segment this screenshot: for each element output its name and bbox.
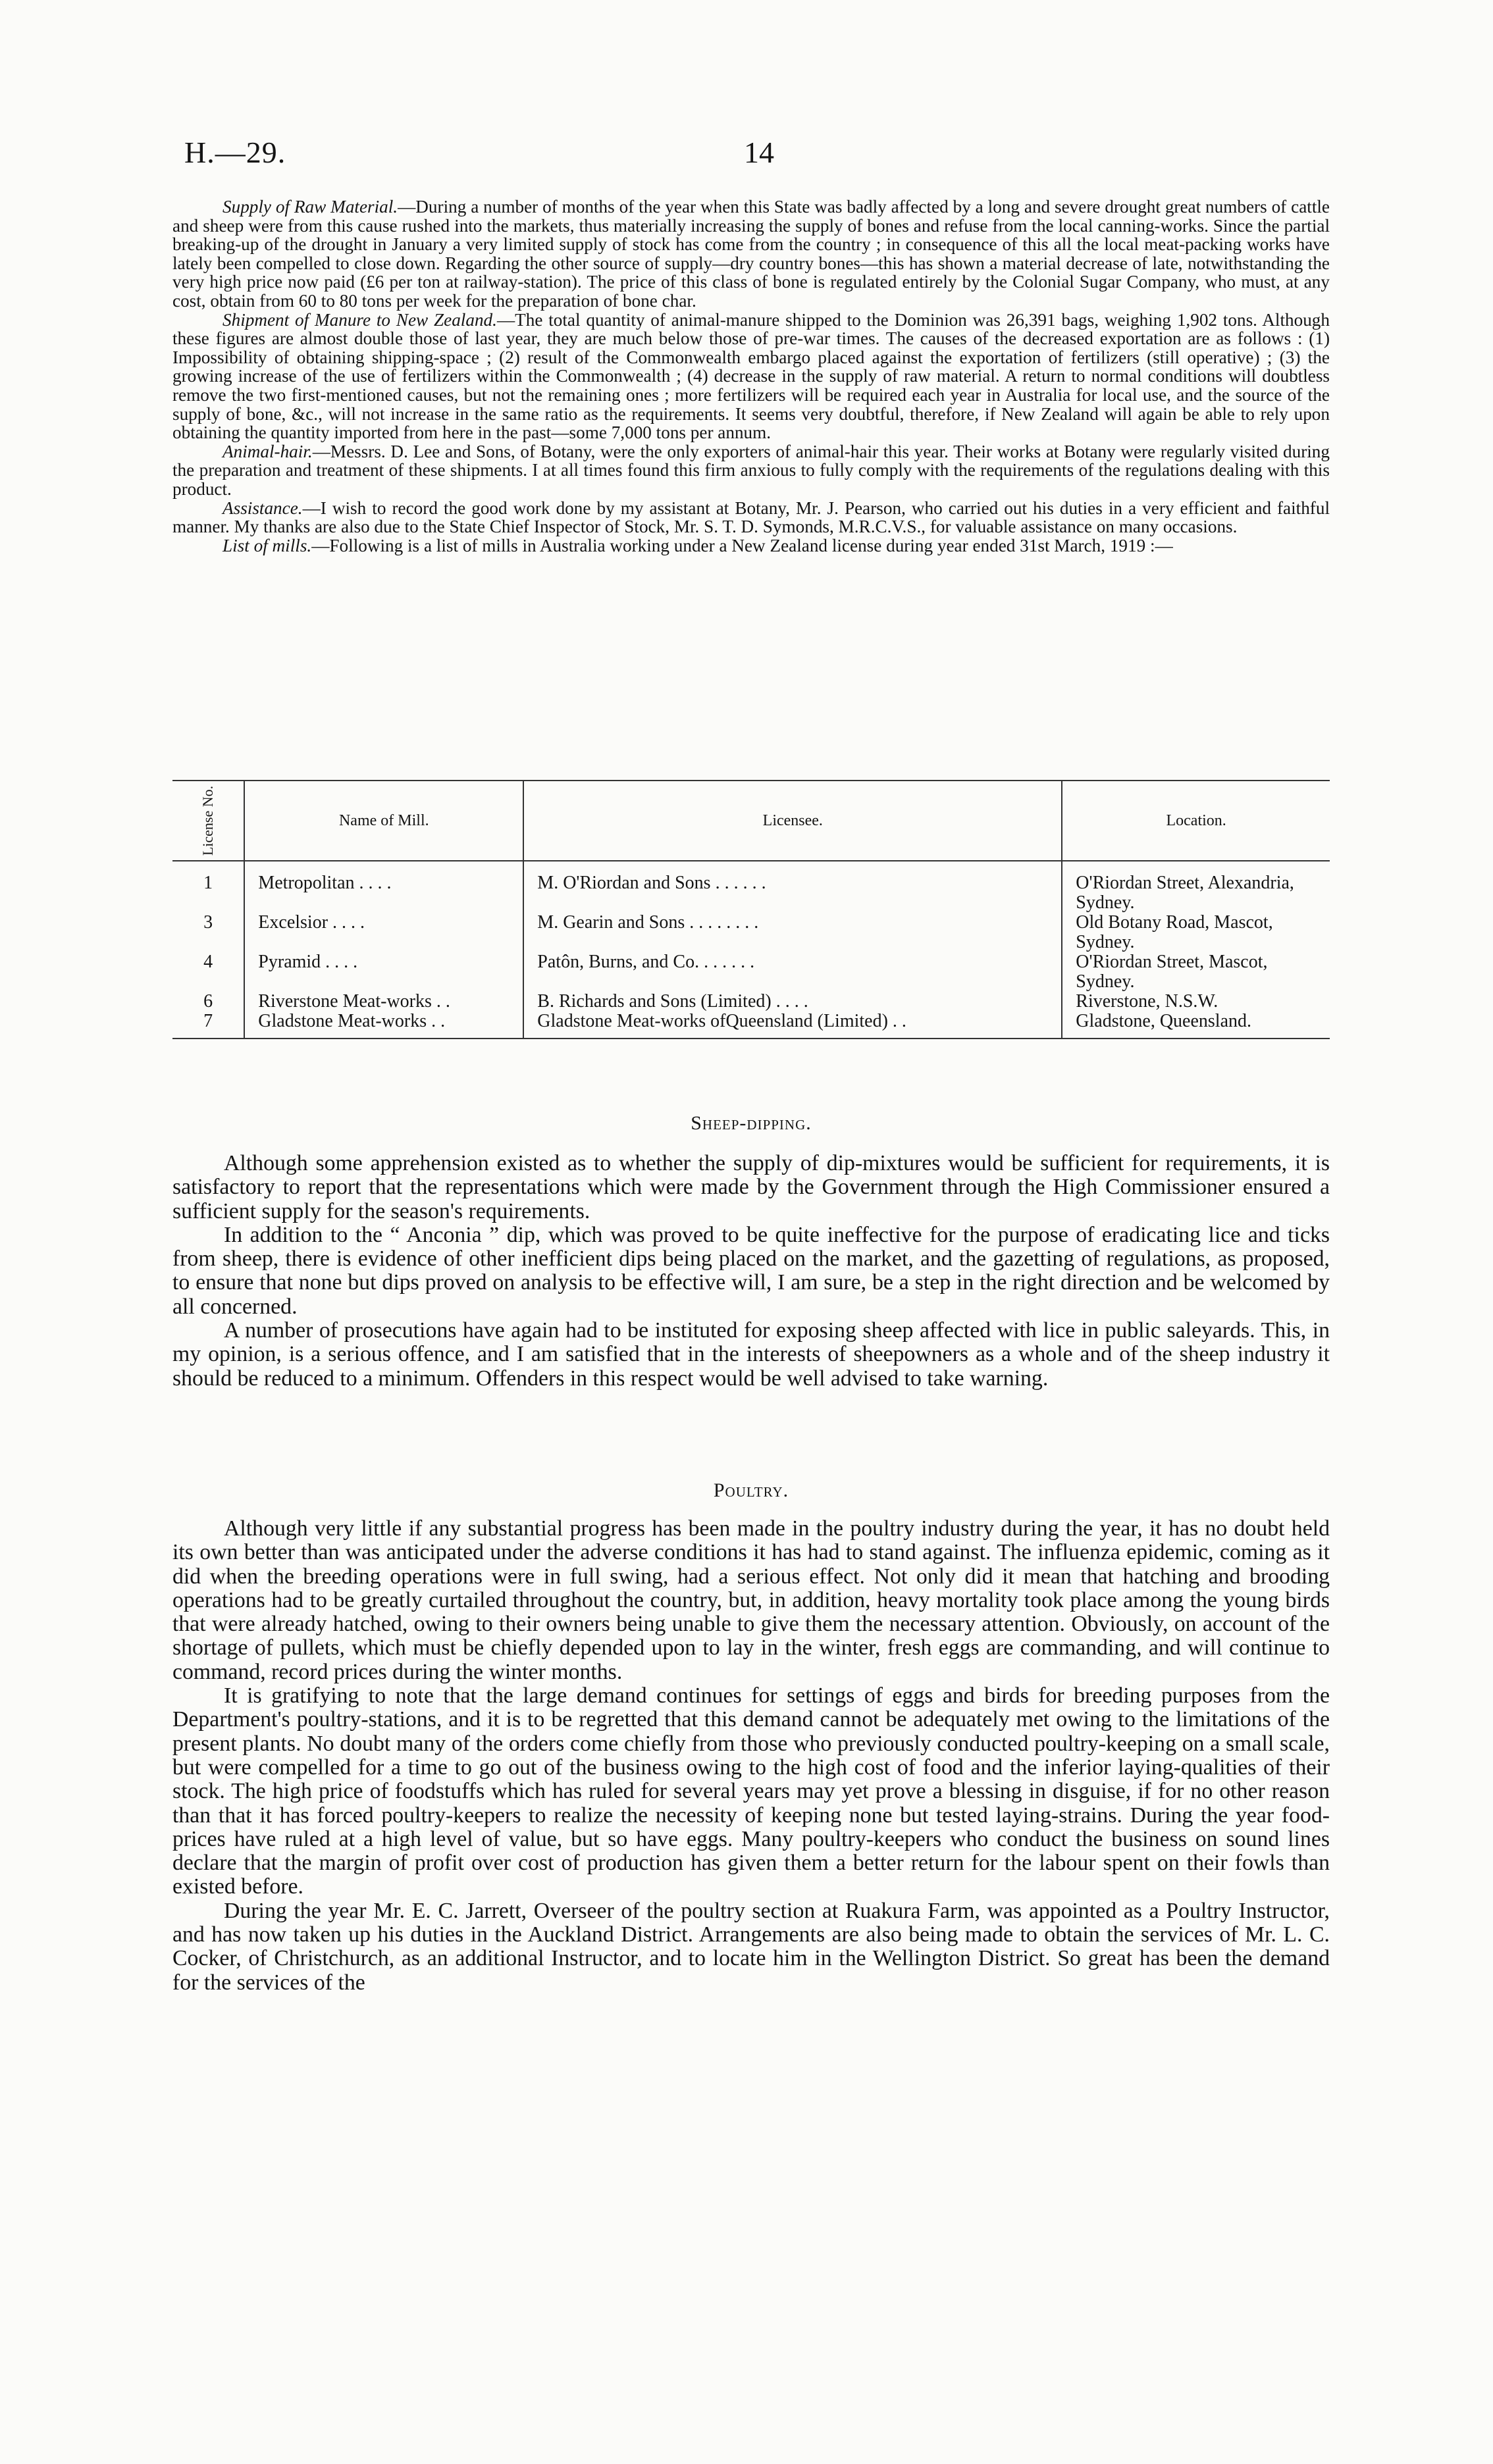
cell-licensee: B. Richards and Sons (Limited) . . . . [523, 992, 1062, 1012]
paragraph: It is gratifying to note that the large demand continues for settings of eggs and birds for breeding purposes from the Department's poultry-stations, and it is to be regretted that this demand cannot be adequately met owing to the limitations of the present plants. No doubt many of the orders come chiefly from those who previously conducted poultry-keeping on a small scale, but were compelled for a time to go out of the business owing to the high cost of food and the inferior laying-qualities of their stock. The high price of foodstuffs which has ruled for several years may yet prove a blessing in disguise, if for no other reason than that it has forced poultry-keepers to realize the necessity of keeping none but tested laying-strains. During the year food-prices have ruled at a high level of value, but so have eggs. Many poultry-keepers who conduct the business on sound lines declare that the margin of profit over cost of production has given them a better return for the labour spent on their fowls than existed before. [172, 1683, 1330, 1899]
paragraph-animal-hair [172, 442, 1330, 499]
mills-table [172, 780, 1330, 1043]
paragraph-title: Shipment of Manure to New Zealand. [223, 309, 497, 330]
page-header [184, 135, 1330, 174]
cell-mill-name: Metropolitan . . . . [244, 861, 523, 913]
heading-sheep-dipping: Sheep-dipping. [691, 1112, 812, 1134]
cell-licensee: Patôn, Burns, and Co. . . . . . . [523, 952, 1062, 992]
poultry-section [172, 1517, 1330, 1995]
intro-section [172, 197, 1330, 555]
paragraph-list-of-mills [172, 536, 1330, 555]
cell-mill-name: Pyramid . . . . [244, 952, 523, 992]
paragraph-body: —Messrs. D. Lee and Sons, of Botany, were the only exporters of animal-hair this year. Their works at Botany were regularly visited during the preparation and treatment of these shipments. I at all times found this firm anxious to fully comply with the requirements of the regulations dealing with this product. [172, 441, 1330, 499]
paragraph: Although some apprehension existed as to whether the supply of dip-mixtures would be sufficient for requirements, it is satisfactory to report that the representations which were made by the Government through the High Commissioner ensured a sufficient supply for the season's requirements. [172, 1151, 1330, 1223]
column-header-license-no: License No. [172, 781, 244, 861]
paragraph-assistance [172, 499, 1330, 536]
table-header-row [172, 781, 1330, 861]
cell-location: Riverstone, N.S.W. [1062, 992, 1330, 1012]
page-number: 14 [744, 136, 774, 169]
paragraph-shipment-of-manure [172, 311, 1330, 442]
column-header-location: Location. [1062, 781, 1330, 861]
column-header-licensee: Licensee. [523, 781, 1062, 861]
cell-location: O'Riordan Street, Alexandria, Sydney. [1062, 861, 1330, 913]
cell-licensee: M. O'Riordan and Sons . . . . . . [523, 861, 1062, 913]
paragraph-body: —I wish to record the good work done by my assistant at Botany, Mr. J. Pearson, who carried out his duties in a very efficient and faithful manner. My thanks are also due to the State Chief Inspector of Stock, Mr. S. T. D. Symonds, M.R.C.V.S., for valuable assistance on many occasions. [172, 498, 1330, 537]
cell-license-no: 4 [203, 952, 213, 972]
table-footer-rule [172, 1039, 1330, 1043]
cell-licensee: Gladstone Meat-works ofQueensland (Limited) . . [523, 1012, 1062, 1039]
table-row [172, 861, 1330, 913]
table-row [172, 952, 1330, 992]
cell-license-no: 6 [203, 991, 213, 1012]
paragraph: During the year Mr. E. C. Jarrett, Overseer of the poultry section at Ruakura Farm, was appointed as a Poultry Instructor, and has now taken up his duties in the Auckland District. Arrangements are also being made to obtain the services of Mr. L. C. Cocker, of Christchurch, as an additional Instructor, and to locate him in the Wellington District. So great has been the demand for the services of the [172, 1898, 1330, 1995]
paragraph-title: List of mills. [223, 535, 312, 555]
cell-location: Gladstone, Queensland. [1062, 1012, 1330, 1039]
cell-licensee: M. Gearin and Sons . . . . . . . . [523, 913, 1062, 952]
paragraph: A number of prosecutions have again had to be instituted for exposing sheep affected with lice in public saleyards. This, in my opinion, is a serious offence, and I am satisfied that in the interests of sheepowners as a whole and of the sheep industry it should be reduced to a minimum. Offenders in this respect would be well advised to take warning. [172, 1318, 1330, 1391]
cell-mill-name: Riverstone Meat-works . . [244, 992, 523, 1012]
column-header-name-of-mill: Name of Mill. [244, 781, 523, 861]
cell-license-no: 1 [203, 873, 213, 893]
table-row [172, 1012, 1330, 1039]
paragraph-supply-of-raw-material [172, 197, 1330, 311]
cell-license-no: 7 [203, 1011, 213, 1031]
cell-location: O'Riordan Street, Mascot, Sydney. [1062, 952, 1330, 992]
table-row [172, 992, 1330, 1012]
heading-poultry: Poultry. [713, 1479, 789, 1501]
cell-mill-name: Gladstone Meat-works . . [244, 1012, 523, 1039]
paragraph-body: —During a number of months of the year when this State was badly affected by a long and severe drought great numbers of cattle and sheep were from this cause rushed into the markets, thus materially increasing the supply of bones and refuse from the local canning-works. Since the partial breaking-up of the drought in January a very limited supply of stock has come from the country ; in consequence of this all the local meat-packing works have lately been compelled to close down. Regarding the other source of supply—dry country bones—this has shown a material decrease of late, notwithstanding the very high price now paid (£6 per ton at railway-station). The price of this class of bone is regulated entirely by the Colonial Sugar Company, who must, at any cost, obtain from 60 to 80 tons per week for the preparation of bone char. [172, 197, 1330, 311]
cell-license-no: 3 [203, 912, 213, 933]
paragraph: Although very little if any substantial progress has been made in the poultry industry during the year, it has no doubt held its own better than was anticipated under the adverse conditions it has had to stand against. The influenza epidemic, coming as it did when the breeding operations were in full swing, had a serious effect. Not only did it mean that hatching and brooding operations had to be greatly curtailed throughout the country, but, in addition, heavy mortality took place among the young birds that were already hatched, owing to their owners being unable to give them the necessary attention. Obviously, on account of the shortage of pullets, which must be chiefly depended upon to lay in the winter, fresh eggs are commanding, and will continue to command, record prices during the winter months. [172, 1516, 1330, 1684]
paragraph-body: —Following is a list of mills in Australia working under a New Zealand license during year ended 31st March, 1919 :— [311, 535, 1173, 555]
paragraph-body: —The total quantity of animal-manure shipped to the Dominion was 26,391 bags, weighing 1,902 tons. Although these figures are almost double those of last year, they are much below those of pre-war times. The causes of the decreased exportation are as follows : (1) Impossibility of obtaining shipping-space ; (2) result of the Commonwealth embargo placed against the exportation of fertilizers (still operative) ; (3) the growing increase of the use of fertilizers within the Commonwealth ; (4) decrease in the supply of raw material. A return to normal conditions will doubtless remove the two first-mentioned causes, but not the remaining ones ; more fertilizers will be required each year in Australia for local use, and the source of the supply of bone, &c., will not increase in the same ratio as the requirements. It seems very doubtful, therefore, if New Zealand will again be able to rely upon obtaining the quantity imported from here in the past—some 7,000 tons per annum. [172, 309, 1330, 443]
cell-mill-name: Excelsior . . . . [244, 913, 523, 952]
paragraph-title: Assistance. [223, 498, 303, 518]
cell-location: Old Botany Road, Mascot, Sydney. [1062, 913, 1330, 952]
paragraph: In addition to the “ Anconia ” dip, which was proved to be quite ineffective for the purpose of eradicating lice and ticks from sheep, there is evidence of other inefficient dips being placed on the market, and the gazetting of regulations, as proposed, to ensure that none but dips proved on analysis to be effective will, I am sure, be a step in the right direction and be welcomed by all concerned. [172, 1222, 1330, 1319]
table-row [172, 913, 1330, 952]
paragraph-title: Supply of Raw Material. [223, 197, 398, 217]
document-reference: H.—29. [184, 136, 286, 169]
paragraph-title: Animal-hair. [223, 441, 313, 461]
sheep-dipping-section [172, 1152, 1330, 1391]
